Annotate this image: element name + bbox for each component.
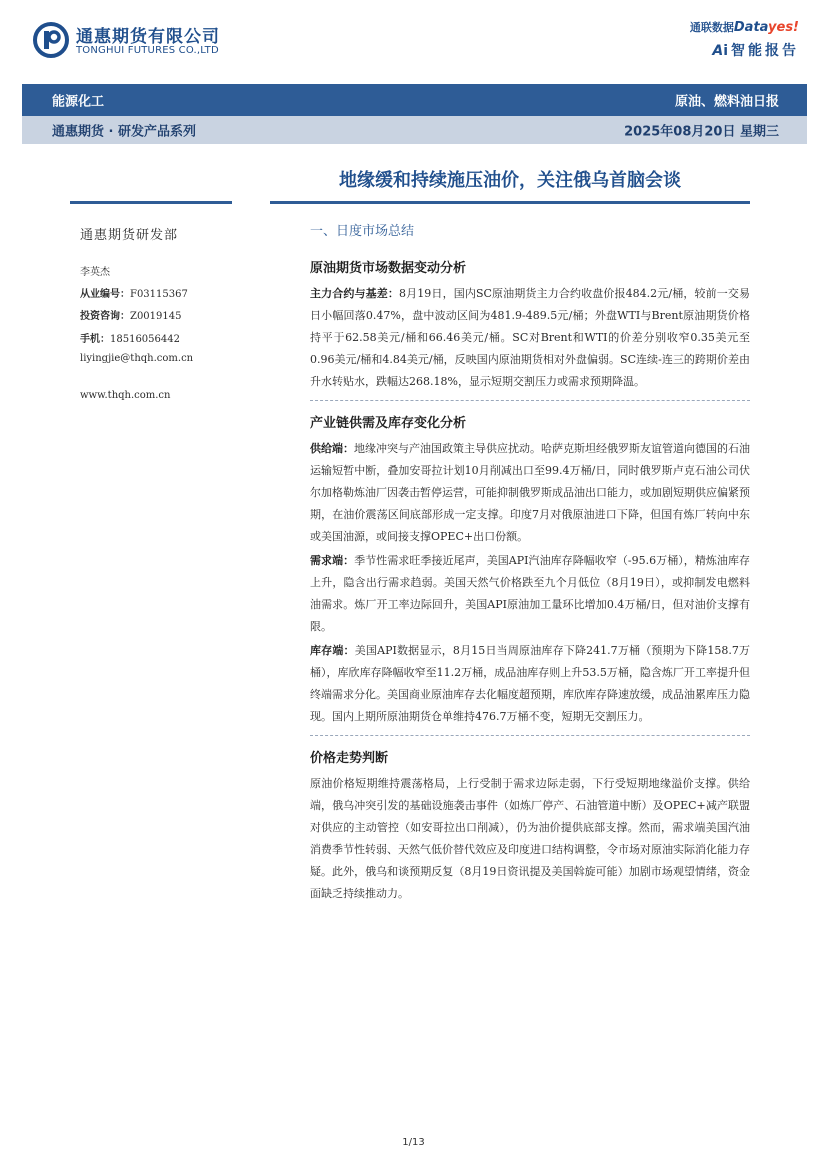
advisory-value: Z0019145 (130, 311, 182, 322)
department-name: 通惠期货研发部 (80, 228, 179, 243)
datayes-cn-label: 通联数据 (689, 21, 734, 34)
price-outlook-section (310, 746, 750, 905)
supply-demand-section (310, 411, 750, 728)
ai-report-logo (712, 40, 799, 60)
ai-report-label: i智能报告 (723, 43, 799, 59)
license-value: F03115367 (130, 289, 188, 300)
phone-number (80, 330, 180, 345)
demand-paragraph (310, 550, 750, 638)
advisory-label: 投资咨询： (80, 311, 130, 322)
series-band (22, 116, 807, 144)
company-name-cn: 通惠期货有限公司 (76, 27, 220, 47)
author-email[interactable]: liyingjie@thqh.com.cn (80, 353, 194, 364)
category-band (22, 84, 807, 116)
sidebar-rule (70, 201, 232, 204)
section-divider (310, 400, 750, 401)
datayes-yes-label: yes! (768, 20, 799, 35)
price-outlook-title: 价格走势判断 (310, 751, 389, 766)
advisory-number (80, 307, 181, 322)
datayes-logo (690, 19, 799, 35)
section-divider (310, 735, 750, 736)
report-date: 2025年08月20日 星期三 (624, 124, 779, 140)
futures-data-paragraph (310, 283, 750, 393)
company-website[interactable]: www.thqh.com.cn (80, 390, 171, 401)
supply-label: 供给端： (310, 442, 354, 455)
futures-data-section (310, 256, 750, 393)
company-name-en: TONGHUI FUTURES CO.,LTD (76, 45, 219, 56)
inventory-text: 美国API数据显示，8月15日当周原油库存下降241.7万桶（预期为下降158.7万桶），库欣库存降幅收窄至11.2万桶，成品油库存则上升53.5万桶，隐含炼厂开工率提升但终端需求分化。美国商业原油库存去化幅度超预期，库欣库存降速放缓，成品油累库压力隐现。国内上期所原油期货仓单维持476.7万桶不变，短期无交割压力。 (310, 644, 750, 723)
basis-text: 8月19日，国内SC原油期货主力合约收盘价报484.2元/桶，较前一交易日小幅回落0.47%，盘中波动区间为481.9-489.5元/桶；外盘WTI与Brent原油期货价格持平于62.58美元/桶和66.46美元/桶。SC对Brent和WTI的价差分别收窄0.35美元至0.96美元/桶和4.84美元/桶，反映国内原油期货相对外盘偏弱。SC连续-连三的跨期价差由升水转贴水，跌幅达268.18%，显示短期交割压力或需求预期降温。 (310, 287, 750, 388)
datayes-data-label: Data (733, 20, 769, 35)
basis-label: 主力合约与基差： (310, 287, 400, 300)
supply-text: 地缘冲突与产油国政策主导供应扰动。哈萨克斯坦经俄罗斯友谊管道向德国的石油运输短暂中断，叠加安哥拉计划10月削减出口至99.4万桶/日，同时俄罗斯卢克石油公司伏尔加格勒炼油厂因袭击暂停运营，可能抑制俄罗斯成品油出口能力，或加剧短期供应偏紧预期，在油价震荡区间底部形成一定支撑。印度7月对俄原油进口下降，但国有炼厂转向中东或美国油源，或间接支撑OPEC+出口份额。 (310, 442, 750, 543)
series-label: 通惠期货 · 研发产品系列 (52, 124, 196, 140)
license-number (80, 285, 188, 300)
company-logo-icon (33, 22, 69, 58)
inventory-label: 库存端： (310, 644, 355, 657)
demand-label: 需求端： (310, 554, 355, 567)
price-outlook-paragraph: 原油价格短期维持震荡格局，上行受制于需求边际走弱，下行受短期地缘溢价支撑。供给端，俄乌冲突引发的基础设施袭击事件（如炼厂停产、石油管道中断）及OPEC+减产联盟对供应的主动管控（如安哥拉出口削减），仍为油价提供底部支撑。然而，需求端美国汽油消费季节性转弱、天然气低价替代效应及印度进口结构调整，令市场对原油实际消化能力存疑。此外，俄乌和谈预期反复（8月19日资讯提及美国斡旋可能）加剧市场观望情绪，资金面缺乏持续推动力。 (310, 777, 750, 900)
phone-label: 手机： (80, 334, 110, 345)
main-content (310, 222, 750, 907)
ai-a-label: A (712, 43, 724, 59)
report-type-label: 原油、燃料油日报 (674, 94, 779, 110)
page-number: 1/13 (402, 1137, 425, 1148)
phone-value: 18516056442 (110, 334, 180, 345)
inventory-paragraph (310, 640, 750, 728)
supply-paragraph (310, 438, 750, 548)
section-title: 一、日度市场总结 (310, 224, 415, 239)
report-title: 地缘缓和持续施压油价，关注俄乌首脑会谈 (339, 170, 681, 191)
demand-text: 季节性需求旺季接近尾声，美国API汽油库存降幅收窄（-95.6万桶），精炼油库存上升，隐含出行需求趋弱。美国天然气价格跌至九个月低位（8月19日），或抑制发电燃料油需求。炼厂开工率边际回升，美国API原油加工量环比增加0.4万桶/日，但对油价支撑有限。 (310, 554, 751, 633)
futures-data-title: 原油期货市场数据变动分析 (310, 261, 467, 276)
author-name: 李英杰 (80, 267, 110, 278)
title-rule (270, 201, 750, 204)
category-label: 能源化工 (52, 94, 105, 110)
license-label: 从业编号： (80, 289, 130, 300)
supply-demand-title: 产业链供需及库存变化分析 (310, 416, 467, 431)
